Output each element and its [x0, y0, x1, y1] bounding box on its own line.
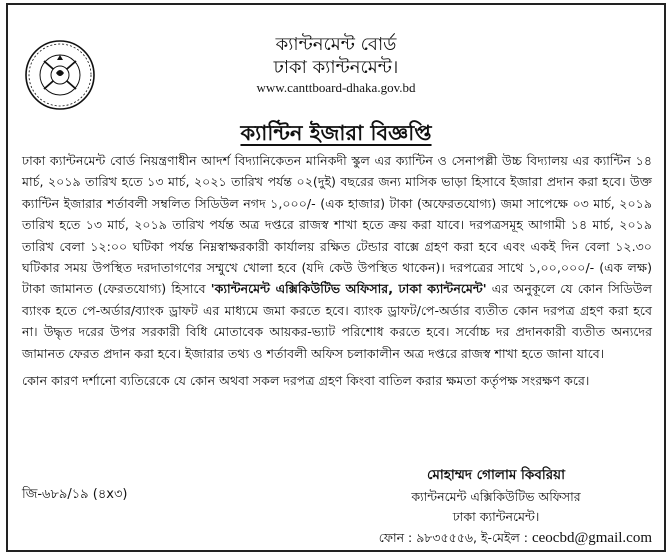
header: [8, 33, 664, 96]
signatory-name: মোহাম্মদ গোলাম কিবরিয়া: [426, 467, 566, 483]
organization-location: ঢাকা ক্যান্টনমেন্ট।: [273, 57, 399, 78]
contact-line: [379, 530, 652, 550]
notice-title: ক্যান্টিন ইজারা বিজ্ঞপ্তি: [240, 120, 432, 145]
notice-title-container: [8, 117, 664, 152]
paragraph-1-text-a: ঢাকা ক্যান্টনমেন্ট বোর্ড নিয়ন্ত্রণাধীন আদর্শ বিদ্যানিকেতন মানিকদী স্কুল এর ক্যান্টিন ও সেনাপল্লী উচ্চ বিদ্যালয় এর ক্যান্টিন ১৪ মার্চ, ২০১৯ তারিখ হতে ১৩ মার্চ, ২০২১ তারিখ পর্যন্ত ০২(দুই) বছরের জন্য মাসিক ভাড়া হিসাবে ইজারা প্রদান করা হবে। উক্ত ক্যান্টিন ইজারার শর্তাবলী সম্বলিত সিডিউল নগদ ১,০০০/- (এক হাজার) টাকা (অফেরতযোগ্য) জমা সাপেক্ষে ০৩ মার্চ, ২০১৯ তারিখ হতে ১৩ মার্চ, ২০১৯ তারিখ পর্যন্ত অত্র দপ্তরে রাজস্ব শাখা হতে ক্রয় করা যাবে। দরপত্রসমূহ আগামী ১৪ মার্চ, ২০১৯ তারিখ বেলা ১২:০০ ঘটিকা পর্যন্ত নিম্নস্বাক্ষরকারী কার্যালয় রক্ষিত টেন্ডার বাক্সে গ্রহণ করা হবে এবং একই দিন বেলা ১২.৩০ ঘটিকার সময় উপস্থিত দরদাতাগণের সম্মুখে খোলা হবে (যদি কেউ উপস্থিত থাকেন)। দরপত্রের সাথে ১,০০,০০০/- (এক লক্ষ) টাকা জামানত (ফেরতযোগ্য) হিসাবে: [22, 153, 652, 297]
advertisement-page: [6, 3, 666, 552]
website-link[interactable]: www.canttboard-dhaka.gov.bd: [256, 80, 416, 95]
signatory-designation: ক্যান্টনমেন্ট এক্সিকিউটিভ অফিসার: [411, 489, 581, 504]
phone-label: ফোন : ৯৮৩৫৫৫৬, ই-মেইল :: [378, 530, 532, 545]
signatory-block: [353, 487, 639, 527]
paragraph-1-text-b: এর অনুকূলে যে কোন সিডিউল ব্যাংক হতে পে-অর্ডার/ব্যাংক ড্রাফট এর মাধ্যমে জমা করতে হবে। ব্যাংক ড্রাফট/পে-অর্ডার ব্যতীত কোন দরপত্র গ্রহণ করা হবে না। উদ্ধৃত দরের উপর সরকারী বিধি মোতাবেক আয়কর-ভ্যাট পরিশোধ করতে হবে। সর্বোচ্চ দর প্রদানকারী ব্যতীত অন্যদের জামানত ফেরত প্রদান করা হবে। ইজারার তথ্য ও শর্তাবলী অফিস চলাকালীন অত্র দপ্তরে রাজস্ব শাখা হতে জানা যাবে।: [22, 281, 652, 361]
notice-body: [22, 150, 652, 391]
paragraph-1-bold-payee: 'ক্যান্টনমেন্ট এক্সিকিউটিভ অফিসার, ঢাকা ক্যান্টনমেন্ট': [210, 281, 487, 297]
notice-paragraph-1: [22, 150, 652, 364]
email-address[interactable]: ceocbd@gmail.com: [531, 530, 652, 546]
notice-paragraph-2: কোন কারণ দর্শানো ব্যতিরেকে যে কোন অথবা সকল দরপত্র গ্রহণ কিংবা বাতিল করার ক্ষমতা কর্তৃপক্ষ সংরক্ষণ করে।: [22, 373, 590, 389]
organization-name: ক্যান্টনমেন্ট বোর্ড: [275, 34, 397, 55]
signatory-location: ঢাকা ক্যান্টনমেন্ট।: [452, 509, 540, 524]
reference-number: জি-৬৮৯/১৯ (৪x৩): [22, 487, 128, 502]
